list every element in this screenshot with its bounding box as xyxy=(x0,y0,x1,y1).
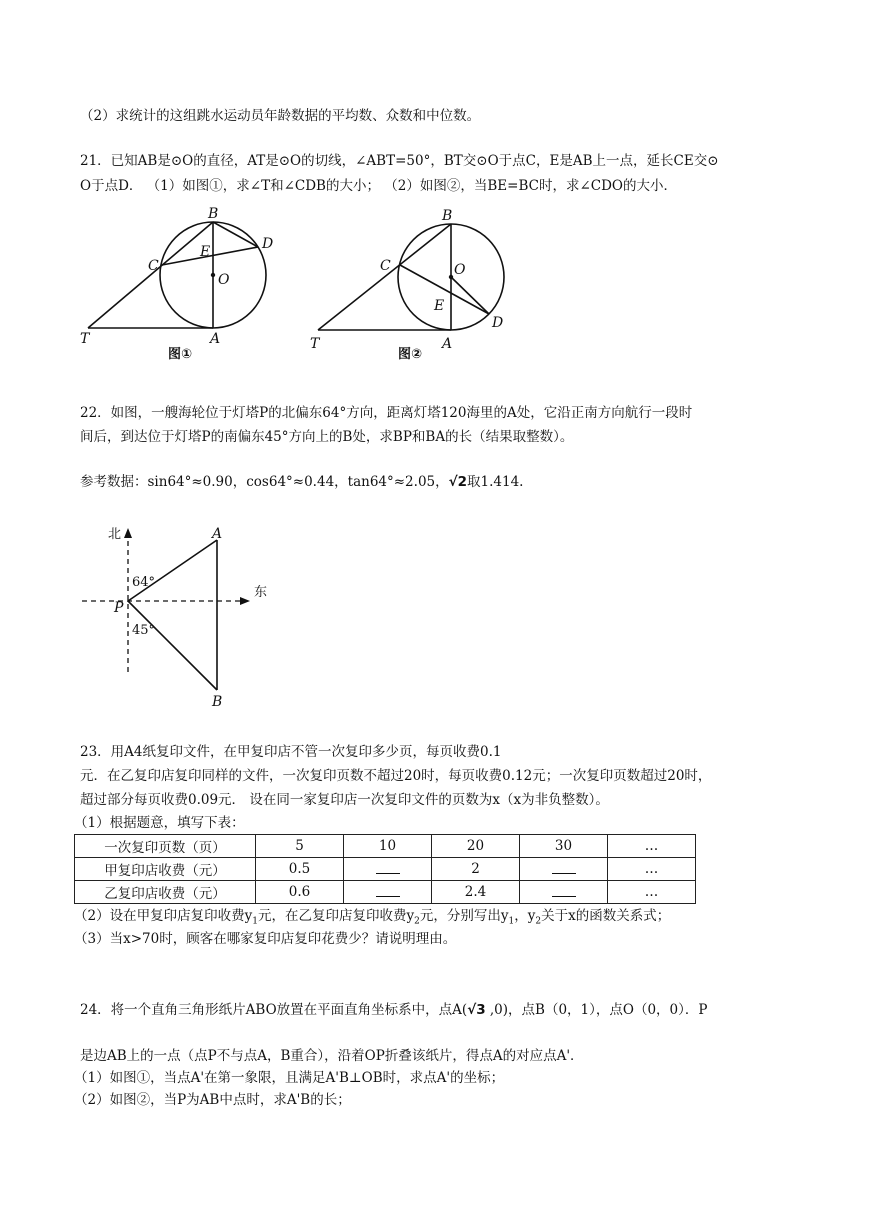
fig1-label-D: D xyxy=(262,236,274,252)
table-cell: 2 xyxy=(432,858,520,881)
east-label: 东 xyxy=(254,585,268,600)
q22-line2: 间后，到达位于灯塔P的南偏东45°方向上的B处，求BP和BA的长（结果取整数）。 xyxy=(80,429,574,445)
fig1-label-O: O xyxy=(218,272,230,288)
fig2-label-E: E xyxy=(434,298,445,314)
fig2-label-O: O xyxy=(454,262,466,278)
table-row xyxy=(75,858,696,881)
table-cell: 0.5 xyxy=(256,858,344,881)
table-cell: 2.4 xyxy=(432,881,520,904)
answer-blank[interactable] xyxy=(552,861,576,874)
fig1-label-B: B xyxy=(208,206,219,222)
point-P-label: P xyxy=(114,600,124,616)
north-label: 北 xyxy=(108,527,122,542)
q24-part2: （2）如图②，当P为AB中点时，求A'B的长； xyxy=(74,1092,351,1108)
blank-cell[interactable] xyxy=(344,858,432,881)
q23-line3: 超过部分每页收费0.09元． 设在同一家复印店一次复印文件的页数为x（x为非负整数）。 xyxy=(80,792,609,808)
table-cell: … xyxy=(608,858,696,881)
q22-line1: 22．如图，一艘海轮位于灯塔P的北偏东64°方向，距离灯塔120海里的A处，它沿正南方向航行一段时 xyxy=(80,405,693,421)
q22-reference xyxy=(80,472,523,492)
fig1-label-C: C xyxy=(148,258,159,274)
fig2-label-A: A xyxy=(442,336,453,352)
q22-figure xyxy=(80,522,270,712)
row-header-shop-jia: 甲复印店收费（元） xyxy=(75,858,256,881)
table-cell: … xyxy=(608,835,696,858)
angle-45-label: 45° xyxy=(132,623,156,638)
q21-line1: 21．已知AB是⊙O的直径，AT是⊙O的切线，∠ABT=50°，BT交⊙O于点C，E是AB上一点，延长CE交⊙ xyxy=(80,153,719,169)
table-cell: 0.6 xyxy=(256,881,344,904)
point-A-label: A xyxy=(212,526,223,542)
q21-figure-2 xyxy=(306,202,516,364)
fig2-caption: 图② xyxy=(398,347,423,362)
fee-table xyxy=(74,834,696,904)
fig2-label-C: C xyxy=(380,258,391,274)
answer-blank[interactable] xyxy=(552,884,576,897)
q24-line1: 24．将一个直角三角形纸片ABO放置在平面直角坐标系中，点A(√3 ,0)，点B（0，1），点O（0，0）．P xyxy=(80,1002,708,1018)
blank-cell[interactable] xyxy=(520,881,608,904)
blank-cell[interactable] xyxy=(520,858,608,881)
q21-line2: O于点D． （1）如图①，求∠T和∠CDB的大小； （2）如图②，当BE=BC时，求∠CDO的大小． xyxy=(80,178,677,194)
row-header-shop-yi: 乙复印店收费（元） xyxy=(75,881,256,904)
fig1-caption: 图① xyxy=(168,347,193,362)
q23-line1: 23．用A4纸复印文件，在甲复印店不管一次复印多少页，每页收费0.1 xyxy=(80,744,502,760)
table-cell: 10 xyxy=(344,835,432,858)
q24-part1: （1）如图①，当点A'在第一象限，且满足A'B⊥OB时，求点A'的坐标； xyxy=(74,1070,505,1086)
q23-part2: （2）设在甲复印店复印收费$y_1$元，在乙复印店复印收费$y_2$元，分别写出$y_1$，$y_2$关于x的函数关系式； xyxy=(74,908,671,927)
fig1-label-A: A xyxy=(210,331,221,347)
q22-ref-prefix: 参考数据：sin64°≈0.90，cos64°≈0.44，tan64°≈2.05， xyxy=(80,474,449,490)
angle-64-label: 64° xyxy=(132,575,156,590)
answer-blank[interactable] xyxy=(376,861,400,874)
q23-part1: （1）根据题意，填写下表： xyxy=(74,815,245,831)
sqrt2-glyph: √2 xyxy=(448,474,468,490)
table-cell: 20 xyxy=(432,835,520,858)
sqrt3-glyph: √3 xyxy=(467,1002,486,1018)
table-cell: … xyxy=(608,881,696,904)
fig1-label-E: E xyxy=(200,244,211,260)
fig2-label-T: T xyxy=(310,336,320,352)
q20-part2: （2）求统计的这组跳水运动员年龄数据的平均数、众数和中位数。 xyxy=(80,108,481,124)
row-header-pages: 一次复印页数（页） xyxy=(75,835,256,858)
table-cell: 5 xyxy=(256,835,344,858)
point-B-label: B xyxy=(212,694,223,710)
q24-line2: 是边AB上的一点（点P不与点A，B重合），沿着OP折叠该纸片，得点A的对应点A'． xyxy=(80,1048,584,1064)
fig2-label-B: B xyxy=(442,208,453,224)
q21-figure-1 xyxy=(78,202,288,364)
q23-part3: （3）当x>70时，顾客在哪家复印店复印花费少？请说明理由。 xyxy=(74,931,457,947)
blank-cell[interactable] xyxy=(344,881,432,904)
fig2-label-D: D xyxy=(492,315,504,331)
q22-ref-suffix: 取1.414. xyxy=(467,474,524,490)
table-row xyxy=(75,835,696,858)
fig1-label-T: T xyxy=(80,331,90,347)
table-cell: 30 xyxy=(520,835,608,858)
table-row xyxy=(75,881,696,904)
answer-blank[interactable] xyxy=(376,884,400,897)
q23-line2: 元．在乙复印店复印同样的文件，一次复印页数不超过20时，每页收费0.12元；一次复印页数超过20时， xyxy=(80,768,712,784)
